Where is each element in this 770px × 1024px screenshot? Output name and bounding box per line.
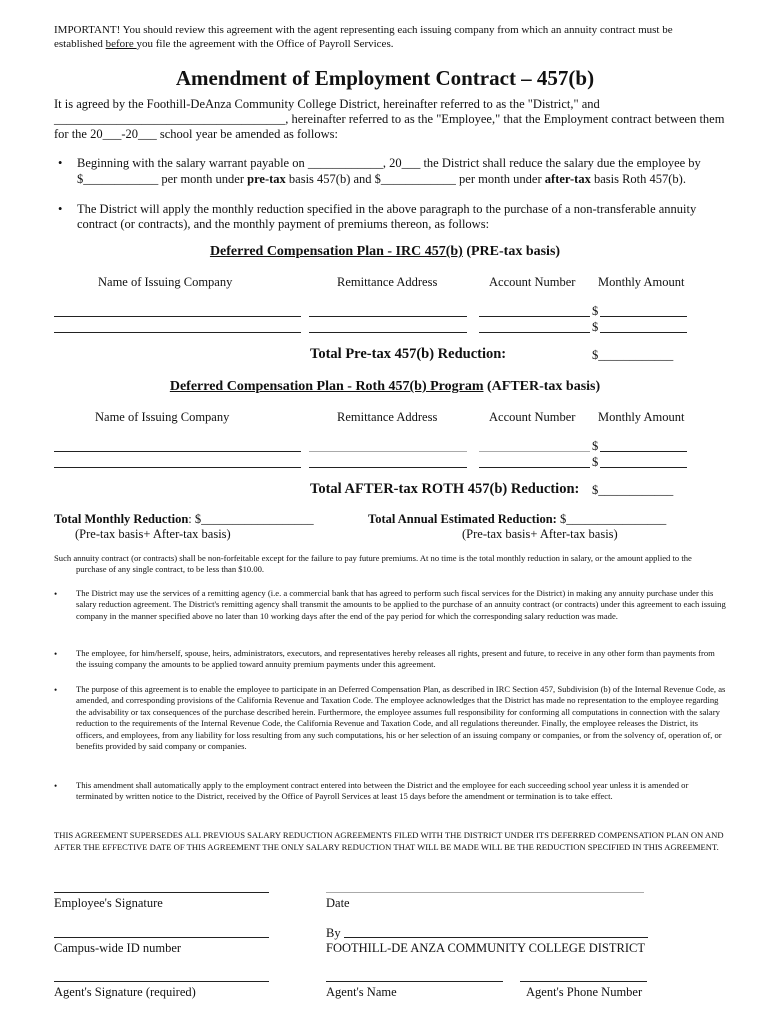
total-monthly-note: (Pre-tax basis+ After-tax basis) xyxy=(75,527,231,541)
dollar-sign: $ xyxy=(592,304,599,318)
total-pretax-field[interactable]: $____________ xyxy=(592,348,674,362)
bullet1-line2: $____________ per month under pre-tax basis 457(b) and $____________ per month under after-tax basis Roth 457(b). xyxy=(77,172,686,186)
total-aftertax-field[interactable]: $____________ xyxy=(592,483,674,497)
dollar-sign: $ xyxy=(592,455,599,469)
bullet-icon: • xyxy=(54,589,58,599)
district-signature-field[interactable] xyxy=(344,937,648,938)
terms-bullet-amendment: This amendment shall automatically apply to the employment contract entered into between the District and the employee for each succeeding school year unless it is amended or terminated by written notice to the District, received by the Office of Payroll Services at least 15 days before the amendment or termination is to take effect. xyxy=(76,780,689,802)
terms-bullet-remitting-agency: The District may use the services of a remitting agency (i.e. a commercial bank that has agreed to perform such fiscal services for the District) in making any annuity purchase under this salary reduction agreement. The District's remitting agency shall transmit the amounts to be applied to the purchase of an annuity contract (or contracts) under this agreement to each issuing company in the manner specified above no later than 10 working days after the end of the pay period for which the corresponding salary reduction was made. xyxy=(76,588,726,621)
employee-signature-field[interactable] xyxy=(54,892,269,893)
bullet-icon: • xyxy=(54,649,58,659)
company-field[interactable] xyxy=(54,316,301,317)
bullet2-line1: The District will apply the monthly reduction specified in the above paragraph to the purchase of a non-transferable annuity xyxy=(77,202,697,216)
agent-name-label: Agent's Name xyxy=(326,985,397,999)
total-aftertax-label: Total AFTER-tax ROTH 457(b) Reduction: xyxy=(310,481,580,497)
col-account-header: Account Number xyxy=(489,275,576,289)
terms-bullet-purpose: The purpose of this agreement is to enable the employee to participate in an Deferred Compensation Plan, as described in IRC Section 457, Subdivision (b) of the Internal Revenue Code, as amended, and corresponding provisions of the California Revenue and Taxation Code. The employee acknowledges that the District has made no representation to the employee regarding the advisability or tax consequences of the purchase described herein. Furthermore, the employee assumes full responsibility for conforming all computations in connection with the salary reduction to the requirements of the Internal Revenue Code, the California Revenue and Taxation Code, and all regulations thereunder. Finally, the employee releases the District, its officers, and employees, from any liability for loss resulting from any such computations, his or her selection of an issuing company or companies, or from the solvency of, operation of, or benefits provided by said company or companies. xyxy=(76,684,726,752)
remittance-field[interactable] xyxy=(309,332,467,333)
supersedes-notice: THIS AGREEMENT SUPERSEDES ALL PREVIOUS SALARY REDUCTION AGREEMENTS FILED WITH THE DISTRICT UNDER ITS DEFERRED COMPENSATION PLAN ON AND AFTER THE EFFECTIVE DATE OF THIS AGREEMENT THE ONLY SALARY REDUCTION THAT WILL BE MADE WILL BE THE REDUCTION SPECIFIED IN THIS AGREEMENT. xyxy=(54,830,724,852)
terms-bullet-release: The employee, for him/herself, spouse, heirs, administrators, executors, and representatives hereby releases all rights, present and future, to receive in any other form than payments from the issuing company the amounts to be applied toward annuity premium payments under this agreement. xyxy=(76,648,715,670)
remittance-field[interactable] xyxy=(309,451,467,452)
intro-line1: It is agreed by the Foothill-DeAnza Community College District, hereinafter referred to as the "District," and xyxy=(54,97,600,111)
col-amount-header: Monthly Amount xyxy=(598,410,685,424)
agent-phone-field[interactable] xyxy=(520,981,647,982)
district-label: FOOTHILL-DE ANZA COMMUNITY COLLEGE DISTRICT xyxy=(326,941,645,955)
remittance-field[interactable] xyxy=(309,316,467,317)
important-notice-line2: established before you file the agreement with the Office of Payroll Services. xyxy=(54,38,394,50)
important-notice-line1: IMPORTANT! You should review this agreement with the agent representing each issuing company from which an annuity contract must be xyxy=(54,24,673,36)
account-field[interactable] xyxy=(479,316,590,317)
total-annual-note: (Pre-tax basis+ After-tax basis) xyxy=(462,527,618,541)
total-annual-reduction: Total Annual Estimated Reduction: $________________ xyxy=(368,512,667,526)
date-label: Date xyxy=(326,896,350,910)
total-annual-field[interactable]: $________________ xyxy=(556,512,667,526)
remittance-field[interactable] xyxy=(309,467,467,468)
col-amount-header: Monthly Amount xyxy=(598,275,685,289)
section2-heading: Deferred Compensation Plan - Roth 457(b) Program (AFTER-tax basis) xyxy=(169,379,601,394)
company-field[interactable] xyxy=(54,451,301,452)
agent-signature-label: Agent's Signature (required) xyxy=(54,985,196,999)
intro-line2: _____________________________________, hereinafter referred to as the "Employee," that the Employment contract between them xyxy=(54,112,725,126)
bullet-icon: • xyxy=(58,202,63,216)
total-monthly-reduction: Total Monthly Reduction: $__________________ xyxy=(54,512,314,526)
col-company-header: Name of Issuing Company xyxy=(95,410,230,424)
bullet-icon: • xyxy=(54,685,58,695)
dollar-sign: $ xyxy=(592,439,599,453)
col-company-header: Name of Issuing Company xyxy=(98,275,233,289)
amount-field[interactable] xyxy=(600,451,687,452)
account-field[interactable] xyxy=(479,451,590,452)
page-title: Amendment of Employment Contract – 457(b) xyxy=(175,66,595,90)
intro-line3: for the 20___-20___ school year be amended as follows: xyxy=(54,127,338,141)
col-remittance-header: Remittance Address xyxy=(337,275,438,289)
bullet-icon: • xyxy=(54,781,58,791)
company-field[interactable] xyxy=(54,332,301,333)
employee-signature-label: Employee's Signature xyxy=(54,896,163,910)
bullet1-line1: Beginning with the salary warrant payable on ____________, 20___ the District shall reduce the salary due the employee by xyxy=(77,156,701,170)
campus-id-label: Campus-wide ID number xyxy=(54,941,182,955)
account-field[interactable] xyxy=(479,467,590,468)
terms-paragraph: Such annuity contract (or contracts) shall be non-forfeitable except for the failure to pay future premiums. At no time is the total monthly reduction in salary, or the amount applied to the purchase of any single contract, to be less than $10.00. xyxy=(54,553,692,575)
bullet-icon: • xyxy=(58,156,63,170)
amount-field[interactable] xyxy=(600,316,687,317)
section1-heading: Deferred Compensation Plan - IRC 457(b) (PRE-tax basis) xyxy=(209,244,561,259)
agent-phone-label: Agent's Phone Number xyxy=(526,985,643,999)
amount-field[interactable] xyxy=(600,332,687,333)
by-label: By xyxy=(326,926,341,940)
account-field[interactable] xyxy=(479,332,590,333)
campus-id-field[interactable] xyxy=(54,937,269,938)
dollar-sign: $ xyxy=(592,320,599,334)
amount-field[interactable] xyxy=(600,467,687,468)
bullet2-line2: contract (or contracts), and the monthly payment of premiums thereon, as follows: xyxy=(77,217,490,231)
agent-signature-field[interactable] xyxy=(54,981,269,982)
col-account-header: Account Number xyxy=(489,410,576,424)
before-emphasis: before xyxy=(105,38,137,50)
total-pretax-label: Total Pre-tax 457(b) Reduction: xyxy=(310,346,507,362)
total-monthly-field[interactable]: : $__________________ xyxy=(188,512,314,526)
date-field[interactable] xyxy=(326,892,644,893)
company-field[interactable] xyxy=(54,467,301,468)
agent-name-field[interactable] xyxy=(326,981,503,982)
col-remittance-header: Remittance Address xyxy=(337,410,438,424)
